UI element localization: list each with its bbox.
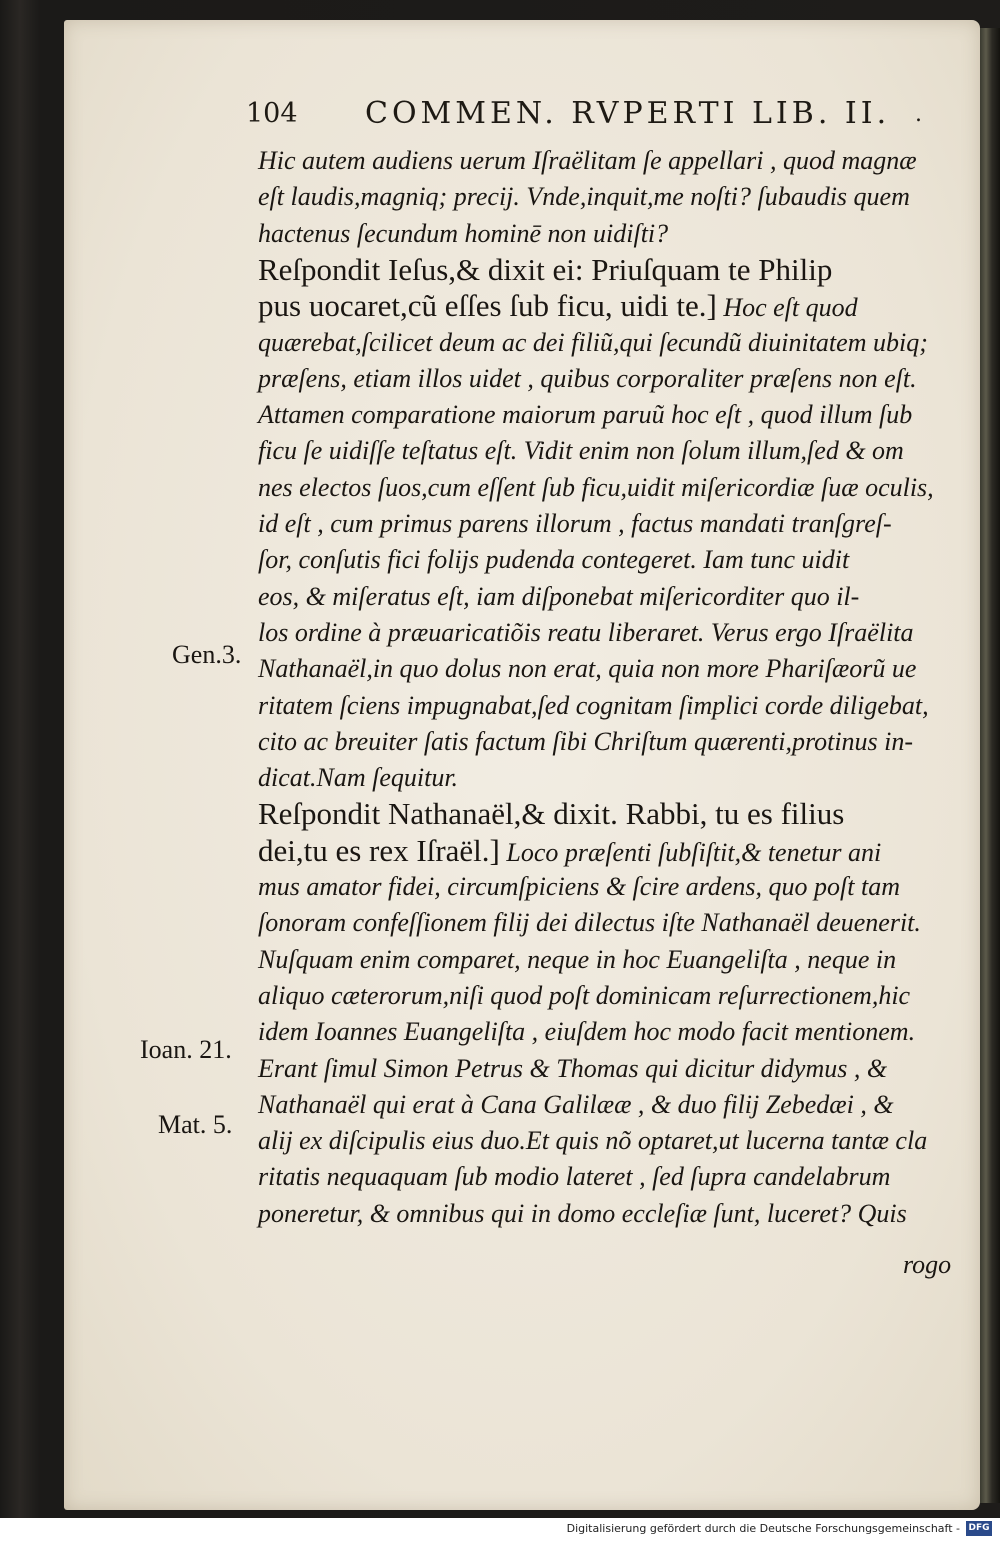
dfg-logo: DFG <box>966 1521 992 1536</box>
text-line <box>258 363 917 395</box>
text-line <box>258 472 934 504</box>
margin-note: Gen.3. <box>172 640 242 669</box>
commentary-text: hactenus ſecundum hominē non uidiſti? <box>258 218 669 248</box>
lemma-text: dei,tu es rex Iſraël.] <box>258 832 500 868</box>
text-line <box>258 980 910 1012</box>
text-line <box>258 327 928 359</box>
text-line <box>258 1198 907 1230</box>
text-line <box>258 871 900 903</box>
commentary-text: nes electos ſuos,cum eſſent ſub ficu,uidit miſericordiæ ſuæ oculis, <box>258 472 934 502</box>
lemma-text: Reſpondit Ieſus,& dixit ei: Priuſquam te Philip <box>258 251 833 287</box>
commentary-text: Hoc eſt quod <box>716 293 858 323</box>
commentary-text: ritatem ſciens impugnabat,ſed cognitam ſimplici corde diligebat, <box>258 690 929 720</box>
text-line <box>258 181 910 213</box>
footer-bar <box>0 1518 1000 1541</box>
commentary-text: cito ac breuiter ſatis factum ſibi Chriſtum quærenti,protinus in- <box>258 726 914 756</box>
commentary-text: Loco præſenti ſubſiſtit,& tenetur ani <box>499 837 882 867</box>
commentary-text: quærebat,ſcilicet deum ac dei filiũ,qui ſecundũ diuinitatem ubiq; <box>258 327 928 357</box>
commentary-text: ſonoram confeſſionem filij dei dilectus iſte Nathanaël deuenerit. <box>258 908 921 938</box>
commentary-text: ritatis nequaquam ſub modio lateret , ſed ſupra candelabrum <box>258 1162 891 1192</box>
commentary-text: Nuſquam enim comparet, neque in hoc Euangeliſta , neque in <box>258 944 897 974</box>
text-line <box>258 907 921 939</box>
text-line <box>258 290 858 324</box>
catchword: rogo <box>903 1250 952 1279</box>
commentary-text: aliquo cæterorum,niſi quod poſt dominicam reſurrectionem,hic <box>258 980 911 1010</box>
text-line <box>258 1016 915 1048</box>
text-line <box>258 508 892 540</box>
running-head-mark: . <box>915 102 922 127</box>
commentary-text: los ordine à præuaricatiõis reatu liberaret. Verus ergo Iſraëlita <box>258 617 914 647</box>
text-line <box>258 1089 894 1121</box>
commentary-text: Erant ſimul Simon Petrus & Thomas qui dicitur didymus , & <box>258 1053 888 1083</box>
text-line <box>258 726 913 758</box>
lemma-text: Reſpondit Nathanaël,& dixit. Rabbi, tu es filius <box>258 796 845 832</box>
commentary-text: ficu ſe uidiſſe teſtatus eſt. Vidit enim non ſolum illum,ſed & om <box>258 436 904 466</box>
commentary-text: eſt laudis,magniq; precij. Vnde,inquit,me noſti? ſubaudis quem <box>258 182 910 212</box>
text-line <box>258 145 917 177</box>
text-line <box>258 1053 887 1085</box>
text-line <box>258 218 668 250</box>
text-line <box>258 798 844 832</box>
text-line <box>258 581 859 613</box>
text-line <box>258 617 914 649</box>
page-edge <box>980 28 1000 1503</box>
page-number: 104 <box>246 98 298 129</box>
text-line <box>258 544 849 576</box>
text-line <box>258 1125 927 1157</box>
commentary-text: alij ex diſcipulis eius duo.Et quis nõ optaret,ut lucerna tantæ cla <box>258 1126 928 1156</box>
commentary-text: eos, & miſeratus eſt, iam diſponebat miſericorditer quo il- <box>258 581 860 611</box>
commentary-text: dicat.Nam ſequitur. <box>258 763 459 793</box>
text-line <box>258 832 882 869</box>
commentary-text: id eſt , cum primus parens illorum , factus mandati tranſgreſ- <box>258 509 892 538</box>
text-line <box>258 762 458 794</box>
commentary-text: poneretur, & omnibus qui in domo eccleſiæ ſunt, luceret? Quis <box>258 1198 907 1228</box>
text-line <box>258 1161 890 1193</box>
margin-note: Mat. 5. <box>158 1110 233 1139</box>
commentary-text: Nathanaël qui erat à Cana Galilææ , & duo filij Zebedæi , & <box>258 1089 894 1119</box>
text-line <box>258 944 896 976</box>
commentary-text: mus amator fidei, circumſpiciens & ſcire ardens, quo poſt tam <box>258 872 900 901</box>
margin-note: Ioan. 21. <box>140 1035 232 1064</box>
running-head: COMMEN. RVPERTI LIB. II. <box>365 96 891 131</box>
commentary-text: Nathanaël,in quo dolus non erat, quia non more Phariſæorũ ue <box>258 654 917 684</box>
commentary-text: ſor, conſutis fici folijs pudenda contegeret. Iam tunc uidit <box>258 545 850 575</box>
lemma-text: pus uocaret,cũ eſſes ſub ficu, uidi te.] <box>258 288 717 324</box>
text-line <box>258 435 904 467</box>
text-line <box>258 690 929 722</box>
footer-credit: Digitalisierung gefördert durch die Deutsche Forschungsgemeinschaft - <box>566 1522 960 1535</box>
text-line <box>258 653 916 685</box>
commentary-text: idem Ioannes Euangeliſta , eiuſdem hoc modo facit mentionem. <box>258 1017 916 1047</box>
commentary-text: Attamen comparatione maiorum paruũ hoc eſt , quod illum ſub <box>258 400 913 430</box>
text-line <box>258 399 912 431</box>
text-line <box>258 251 833 288</box>
commentary-text: Hic autem audiens uerum Iſraëlitam ſe appellari , quod magnæ <box>258 146 917 175</box>
commentary-text: præſens, etiam illos uidet , quibus corporaliter præſens non eſt. <box>258 363 917 393</box>
